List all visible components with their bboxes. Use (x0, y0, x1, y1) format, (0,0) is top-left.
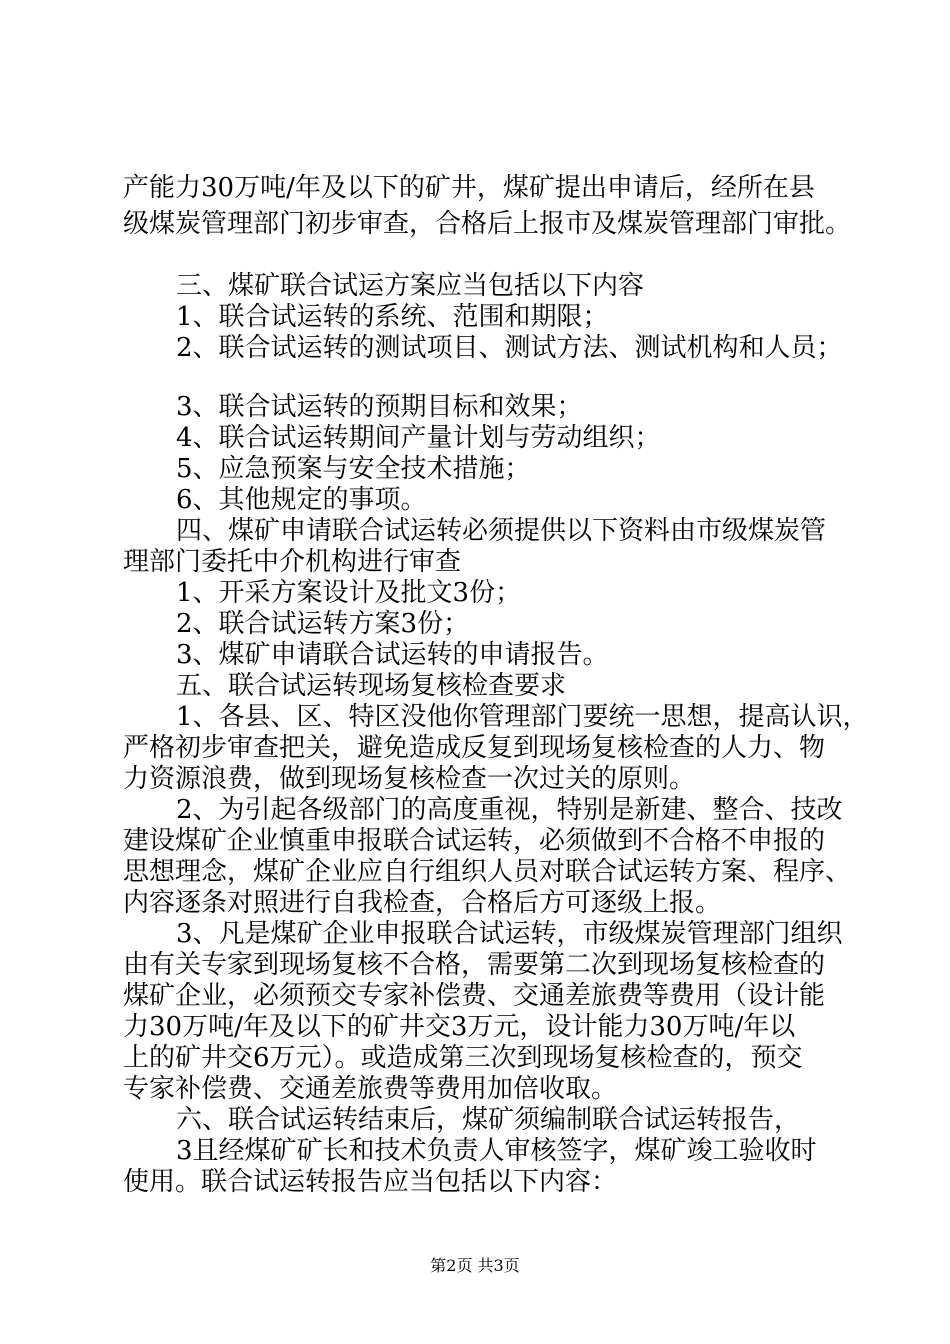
page-footer: 第2页 共3页 (430, 1256, 520, 1275)
list-item: 2、联合试运转方案3份； (176, 609, 470, 639)
paragraph-line: 思想理念，煤矿企业应自行组织人员对联合试运转方案、程序、 (123, 857, 852, 887)
list-item: 3、煤矿申请联合试运转的申请报告。 (176, 640, 609, 670)
list-item: 1、联合试运转的系统、范围和期限； (176, 302, 609, 332)
paragraph-line: 使用。联合试运转报告应当包括以下内容： (123, 1167, 618, 1197)
section-heading: 五、联合试运转现场复核检查要求 (176, 671, 567, 701)
paragraph-line: 力资源浪费，做到现场复核检查一次过关的原则。 (123, 764, 696, 794)
paragraph-line: 内容逐条对照进行自我检查，合格后方可逐级上报。 (123, 888, 722, 918)
list-item: 6、其他规定的事项。 (176, 485, 427, 515)
list-item: 1、开采方案设计及批文3份； (176, 578, 522, 608)
text-line: 理部门委托中介机构进行审查 (123, 547, 462, 577)
text-line: 产能力30万吨/年及以下的矿井，煤矿提出申请后，经所在县 (123, 173, 815, 203)
paragraph-line: 严格初步审查把关，避免造成反复到现场复核检查的人力、物 (123, 733, 826, 763)
list-item: 4、联合试运转期间产量计划与劳动组织； (176, 423, 661, 453)
paragraph-line: 专家补偿费、交通差旅费等费用加倍收取。 (123, 1074, 618, 1104)
section-heading: 六、联合试运转结束后，煤矿须编制联合试运转报告， (176, 1105, 801, 1135)
section-heading: 三、煤矿联合试运方案应当包括以下内容 (176, 271, 645, 301)
paragraph-line: 2、为引起各级部门的高度重视，特别是新建、整合、技改 (176, 795, 843, 825)
text-line: 级煤炭管理部门初步审查，合格后上报市及煤炭管理部门审批。 (123, 209, 852, 239)
paragraph-line: 上的矿井交6万元）。或造成第三次到现场复核检查的，预交 (123, 1043, 803, 1073)
paragraph-line: 1、各县、区、特区没他你管理部门要统一思想，提高认识， (176, 702, 869, 732)
paragraph-line: 力30万吨/年及以下的矿井交3万元，设计能力30万吨/年以 (123, 1012, 796, 1042)
paragraph-line: 3且经煤矿矿长和技术负责人审核签字，煤矿竣工验收时 (176, 1136, 817, 1166)
list-item: 2、联合试运转的测试项目、测试方法、测试机构和人员； (176, 333, 843, 363)
section-heading: 四、煤矿申请联合试运转必须提供以下资料由市级煤炭管 (176, 516, 827, 546)
paragraph-line: 由有关专家到现场复核不合格，需要第二次到现场复核检查的 (123, 950, 826, 980)
list-item: 3、联合试运转的预期目标和效果； (176, 392, 583, 422)
paragraph-line: 煤矿企业，必须预交专家补偿费、交通差旅费等费用（设计能 (123, 981, 826, 1011)
paragraph-line: 3、凡是煤矿企业申报联合试运转，市级煤炭管理部门组织 (176, 919, 843, 949)
list-item: 5、应急预案与安全技术措施； (176, 454, 531, 484)
paragraph-line: 建设煤矿企业慎重申报联合试运转，必须做到不合格不申报的 (123, 826, 826, 856)
